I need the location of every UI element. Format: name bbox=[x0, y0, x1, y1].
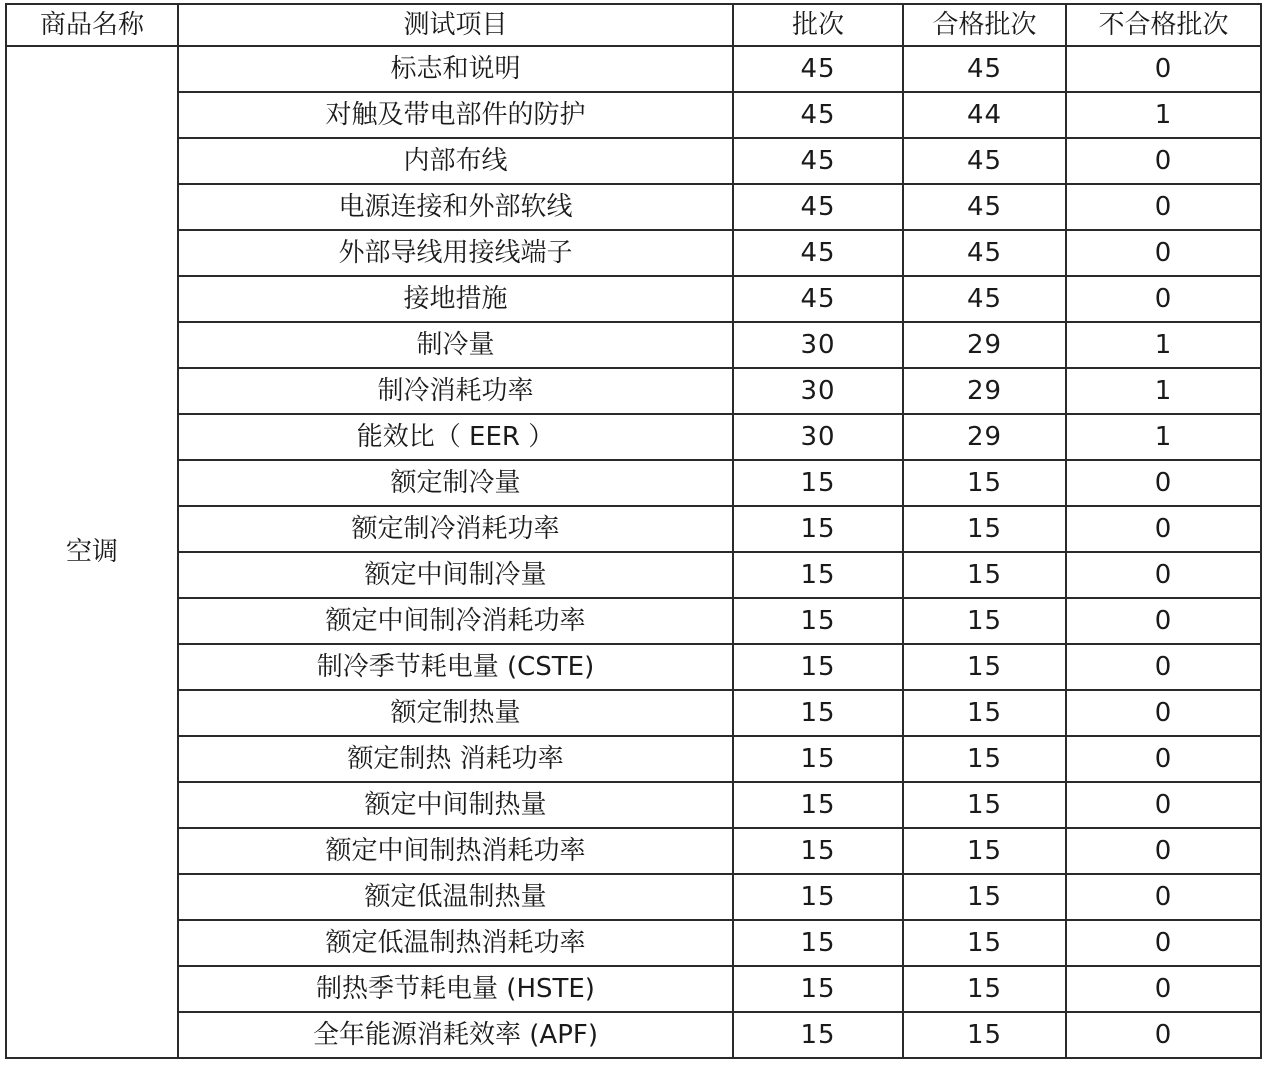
batches-cell: 15 bbox=[733, 782, 903, 828]
table-row bbox=[6, 736, 1261, 782]
qualified-batches-cell: 15 bbox=[903, 782, 1066, 828]
inspection-results-table bbox=[5, 3, 1262, 1059]
table-row bbox=[6, 874, 1261, 920]
test-item-cell: 额定低温制热消耗功率 bbox=[178, 920, 733, 966]
batches-cell: 45 bbox=[733, 138, 903, 184]
batches-cell: 30 bbox=[733, 322, 903, 368]
unqualified-batches-cell: 0 bbox=[1066, 276, 1261, 322]
qualified-batches-cell: 29 bbox=[903, 414, 1066, 460]
table-body bbox=[6, 46, 1261, 1058]
unqualified-batches-cell: 0 bbox=[1066, 1012, 1261, 1058]
batches-cell: 15 bbox=[733, 644, 903, 690]
test-item-cell: 额定中间制冷消耗功率 bbox=[178, 598, 733, 644]
qualified-batches-cell: 15 bbox=[903, 736, 1066, 782]
test-item-cell: 对触及带电部件的防护 bbox=[178, 92, 733, 138]
qualified-batches-cell: 15 bbox=[903, 598, 1066, 644]
table-row bbox=[6, 92, 1261, 138]
table-row bbox=[6, 230, 1261, 276]
batches-cell: 15 bbox=[733, 874, 903, 920]
unqualified-batches-cell: 1 bbox=[1066, 368, 1261, 414]
test-item-cell: 能效比（ EER ） bbox=[178, 414, 733, 460]
unqualified-batches-cell: 0 bbox=[1066, 46, 1261, 92]
test-item-cell: 标志和说明 bbox=[178, 46, 733, 92]
batches-cell: 45 bbox=[733, 184, 903, 230]
qualified-batches-cell: 45 bbox=[903, 46, 1066, 92]
header-product-name: 商品名称 bbox=[6, 4, 178, 46]
table-row bbox=[6, 276, 1261, 322]
header-batches: 批次 bbox=[733, 4, 903, 46]
table-row bbox=[6, 46, 1261, 92]
table-row bbox=[6, 368, 1261, 414]
unqualified-batches-cell: 0 bbox=[1066, 920, 1261, 966]
table-row bbox=[6, 828, 1261, 874]
table-row bbox=[6, 644, 1261, 690]
table-row bbox=[6, 966, 1261, 1012]
batches-cell: 30 bbox=[733, 414, 903, 460]
batches-cell: 15 bbox=[733, 552, 903, 598]
test-item-cell: 外部导线用接线端子 bbox=[178, 230, 733, 276]
unqualified-batches-cell: 0 bbox=[1066, 736, 1261, 782]
unqualified-batches-cell: 0 bbox=[1066, 598, 1261, 644]
test-item-cell: 接地措施 bbox=[178, 276, 733, 322]
qualified-batches-cell: 15 bbox=[903, 920, 1066, 966]
batches-cell: 15 bbox=[733, 1012, 903, 1058]
table-row bbox=[6, 322, 1261, 368]
batches-cell: 15 bbox=[733, 460, 903, 506]
table-row bbox=[6, 506, 1261, 552]
qualified-batches-cell: 29 bbox=[903, 322, 1066, 368]
test-item-cell: 额定制热量 bbox=[178, 690, 733, 736]
qualified-batches-cell: 15 bbox=[903, 460, 1066, 506]
test-item-cell: 额定制热 消耗功率 bbox=[178, 736, 733, 782]
unqualified-batches-cell: 0 bbox=[1066, 874, 1261, 920]
table-row bbox=[6, 414, 1261, 460]
batches-cell: 15 bbox=[733, 966, 903, 1012]
header-qualified-batches: 合格批次 bbox=[903, 4, 1066, 46]
qualified-batches-cell: 45 bbox=[903, 276, 1066, 322]
test-item-cell: 额定制冷消耗功率 bbox=[178, 506, 733, 552]
test-item-cell: 全年能源消耗效率 (APF) bbox=[178, 1012, 733, 1058]
batches-cell: 15 bbox=[733, 598, 903, 644]
unqualified-batches-cell: 0 bbox=[1066, 506, 1261, 552]
table-row bbox=[6, 782, 1261, 828]
unqualified-batches-cell: 0 bbox=[1066, 828, 1261, 874]
batches-cell: 15 bbox=[733, 828, 903, 874]
table-row bbox=[6, 598, 1261, 644]
table-row bbox=[6, 184, 1261, 230]
table-row bbox=[6, 1012, 1261, 1058]
unqualified-batches-cell: 0 bbox=[1066, 782, 1261, 828]
unqualified-batches-cell: 0 bbox=[1066, 184, 1261, 230]
qualified-batches-cell: 15 bbox=[903, 828, 1066, 874]
unqualified-batches-cell: 1 bbox=[1066, 414, 1261, 460]
qualified-batches-cell: 15 bbox=[903, 874, 1066, 920]
table-row bbox=[6, 138, 1261, 184]
product-name-cell: 空调 bbox=[6, 46, 178, 1058]
test-item-cell: 额定中间制热量 bbox=[178, 782, 733, 828]
test-item-cell: 额定制冷量 bbox=[178, 460, 733, 506]
batches-cell: 15 bbox=[733, 690, 903, 736]
unqualified-batches-cell: 0 bbox=[1066, 644, 1261, 690]
unqualified-batches-cell: 1 bbox=[1066, 322, 1261, 368]
qualified-batches-cell: 44 bbox=[903, 92, 1066, 138]
unqualified-batches-cell: 0 bbox=[1066, 690, 1261, 736]
test-item-cell: 制冷量 bbox=[178, 322, 733, 368]
table-row bbox=[6, 920, 1261, 966]
batches-cell: 30 bbox=[733, 368, 903, 414]
test-item-cell: 额定低温制热量 bbox=[178, 874, 733, 920]
unqualified-batches-cell: 1 bbox=[1066, 92, 1261, 138]
batches-cell: 45 bbox=[733, 230, 903, 276]
batches-cell: 15 bbox=[733, 506, 903, 552]
qualified-batches-cell: 45 bbox=[903, 184, 1066, 230]
qualified-batches-cell: 15 bbox=[903, 506, 1066, 552]
unqualified-batches-cell: 0 bbox=[1066, 138, 1261, 184]
test-item-cell: 制冷消耗功率 bbox=[178, 368, 733, 414]
inspection-table-container bbox=[5, 3, 1262, 1059]
batches-cell: 45 bbox=[733, 276, 903, 322]
unqualified-batches-cell: 0 bbox=[1066, 966, 1261, 1012]
qualified-batches-cell: 45 bbox=[903, 138, 1066, 184]
unqualified-batches-cell: 0 bbox=[1066, 460, 1261, 506]
test-item-cell: 电源连接和外部软线 bbox=[178, 184, 733, 230]
qualified-batches-cell: 15 bbox=[903, 1012, 1066, 1058]
qualified-batches-cell: 15 bbox=[903, 644, 1066, 690]
batches-cell: 15 bbox=[733, 736, 903, 782]
table-row bbox=[6, 690, 1261, 736]
test-item-cell: 制热季节耗电量 (HSTE) bbox=[178, 966, 733, 1012]
test-item-cell: 额定中间制热消耗功率 bbox=[178, 828, 733, 874]
qualified-batches-cell: 29 bbox=[903, 368, 1066, 414]
batches-cell: 15 bbox=[733, 920, 903, 966]
table-header-row bbox=[6, 4, 1261, 46]
batches-cell: 45 bbox=[733, 46, 903, 92]
qualified-batches-cell: 15 bbox=[903, 966, 1066, 1012]
qualified-batches-cell: 15 bbox=[903, 552, 1066, 598]
qualified-batches-cell: 15 bbox=[903, 690, 1066, 736]
table-row bbox=[6, 460, 1261, 506]
header-test-item: 测试项目 bbox=[178, 4, 733, 46]
unqualified-batches-cell: 0 bbox=[1066, 552, 1261, 598]
qualified-batches-cell: 45 bbox=[903, 230, 1066, 276]
test-item-cell: 制冷季节耗电量 (CSTE) bbox=[178, 644, 733, 690]
test-item-cell: 内部布线 bbox=[178, 138, 733, 184]
test-item-cell: 额定中间制冷量 bbox=[178, 552, 733, 598]
unqualified-batches-cell: 0 bbox=[1066, 230, 1261, 276]
batches-cell: 45 bbox=[733, 92, 903, 138]
header-unqualified-batches: 不合格批次 bbox=[1066, 4, 1261, 46]
table-row bbox=[6, 552, 1261, 598]
